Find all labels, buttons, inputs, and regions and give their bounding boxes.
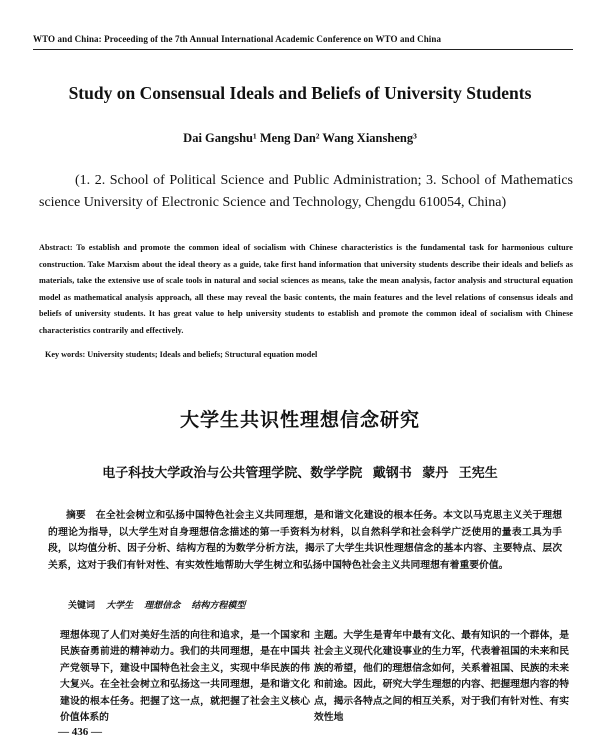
keywords — [45, 350, 565, 359]
chinese-title: 大学生共识性理想信念研究 — [179, 409, 420, 431]
chinese-authors: 电子科技大学政治与公共管理学院、数学学院 戴钢书 蒙丹 王宪生 — [102, 466, 498, 481]
keywords-text: University students; Ideals and beliefs; Structural equation model — [87, 350, 318, 359]
abstract-text: To establish and promote the common ideal of socialism with Chinese characteristics is the fundamental task for harmonious culture construction. Take Marxism about the ideal theory as a guide, take first hand information that university students describe their ideals and beliefs as materials, take the extensive use of scale tools in natural and social sciences as means, take the mean analysis, factor analysis and structural equation model as mathematical analysis approach, all these may reveal the basic contents, the main features and the level relations of consensus ideals and beliefs of university students. It has great value to help university students to establish and promote the common ideal of socialism with Chinese characteristics contrarily and effectively. — [39, 243, 573, 335]
chinese-keywords — [68, 598, 548, 611]
author-list: Dai Gangshu¹ Meng Dan² Wang Xiansheng³ — [183, 131, 417, 145]
keywords-label: Key words: — [45, 350, 86, 359]
chinese-abstract-label: 摘要 — [66, 510, 86, 521]
chinese-keywords-text: 大学生 理想信念 结构方程模型 — [106, 601, 246, 611]
abstract — [39, 240, 573, 340]
page-number: — 436 — — [58, 726, 102, 738]
affiliation-text: (1. 2. School of Political Science and Public Administration; 3. School of Mathematics science University of Electronic Science and Technology, Chengdu 610054, China) — [39, 173, 573, 210]
chinese-keywords-label: 关键词 — [68, 601, 96, 611]
abstract-label: Abstract: — [39, 243, 73, 252]
chinese-abstract — [48, 508, 562, 574]
affiliation — [39, 170, 573, 214]
paper-title: Study on Consensual Ideals and Beliefs of University Students — [68, 83, 532, 103]
running-header: WTO and China: Proceeding of the 7th Annual International Academic Conference on WTO and China — [33, 34, 442, 44]
chinese-abstract-text: 在全社会树立和弘扬中国特色社会主义共同理想，是和谐文化建设的根本任务。本文以马克思主义关于理想的理论为指导，以大学生对自身理想信念描述的第一手资料为材料，以自然科学和社会科学广泛使用的量表工具为手段，以均值分析、因子分析、结构方程的为数学分析方法，揭示了大学生共识性理想信念的基本内容、主要特点、层次关系，这对于我们有针对性、有实效性地帮助大学生树立和弘扬中国特色社会主义共同理想有着重要价值。 — [48, 510, 563, 571]
body-column-left: 理想体现了人们对美好生活的向往和追求，是一个国家和民族奋勇前进的精神动力。我们的共同理想，是在中国共产党领导下，建设中国特色社会主义，实现中华民族的伟大复兴。在全社会树立和弘扬这一共同理想，是和谐文化建设的根本任务。把握了这一点，就把握了社会主义核心价值体系的 — [60, 630, 310, 724]
header-rule — [33, 49, 573, 50]
body-column-right: 主题。大学生是青年中最有文化、最有知识的一个群体，是社会主义现代化建设事业的生力军，代表着祖国的未来和民族的希望，他们的理想信念如何，关系着祖国、民族的未来和前途。因此，研究大学生理想的内容、把握理想内容的特点，揭示各特点之间的相互关系，对于我们有针对性、有实效性地 — [314, 630, 569, 724]
